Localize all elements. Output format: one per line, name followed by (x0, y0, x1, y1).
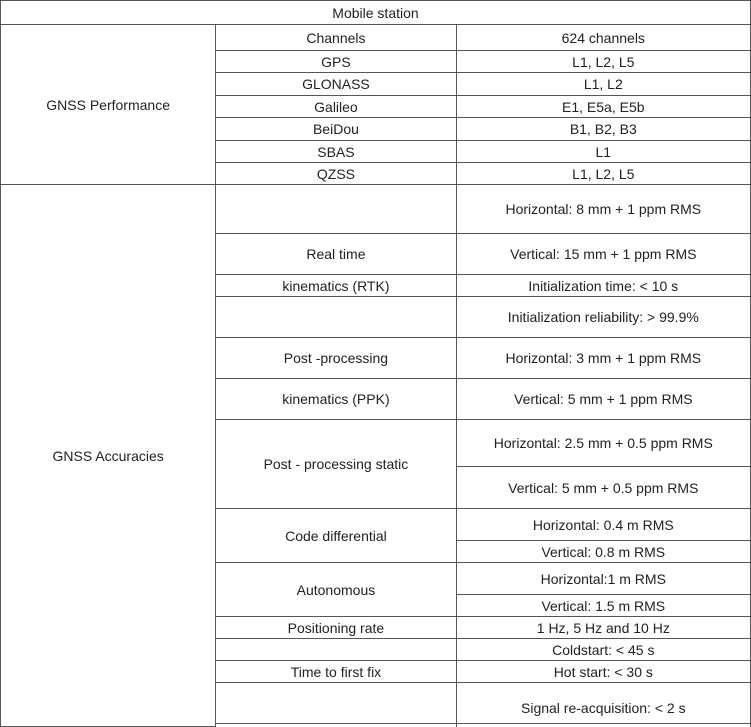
empty-cell (216, 683, 456, 724)
row-value: Vertical: 15 mm + 1 ppm RMS (456, 234, 750, 275)
row-value: Hot start: < 30 s (456, 661, 750, 683)
row-value: L1, L2, L5 (456, 163, 750, 185)
empty-cell (216, 297, 456, 338)
row-value: Horizontal: 2.5 mm + 0.5 ppm RMS (456, 420, 750, 467)
row-label: kinematics (RTK) (216, 275, 456, 297)
row-value: Horizontal: 0.4 m RMS (456, 509, 750, 541)
row-label: BeiDou (216, 118, 456, 141)
row-value: Signal re-acquisition: < 2 s (456, 683, 750, 724)
row-value: B1, B2, B3 (456, 118, 750, 141)
row-value: E1, E5a, E5b (456, 96, 750, 118)
row-value: Horizontal: 3 mm + 1 ppm RMS (456, 338, 750, 379)
table-row (1, 185, 751, 234)
row-value: L1, L2 (456, 73, 750, 96)
row-label: Real time (216, 234, 456, 275)
empty-cell (216, 185, 456, 234)
section-label-accuracies: GNSS Accuracies (1, 185, 216, 727)
row-value: Vertical: 1.5 m RMS (456, 595, 750, 617)
row-value: Horizontal: 8 mm + 1 ppm RMS (456, 185, 750, 234)
row-label: Channels (216, 25, 456, 51)
row-value: Horizontal:1 m RMS (456, 563, 750, 595)
row-value: Initialization reliability: > 99.9% (456, 297, 750, 338)
row-value: 1 Hz, 5 Hz and 10 Hz (456, 617, 750, 639)
row-label: GPS (216, 51, 456, 73)
row-label: QZSS (216, 163, 456, 185)
row-value: Vertical: 0.8 m RMS (456, 541, 750, 563)
row-label: Post -processing (216, 338, 456, 379)
table-row (1, 25, 751, 51)
empty-cell (456, 724, 750, 727)
row-label: Galileo (216, 96, 456, 118)
row-value: Initialization time: < 10 s (456, 275, 750, 297)
empty-cell (216, 724, 456, 727)
row-label: Positioning rate (216, 617, 456, 639)
table-row (1, 1, 751, 25)
row-value: Vertical: 5 mm + 1 ppm RMS (456, 379, 750, 420)
row-label: Autonomous (216, 563, 456, 617)
row-value: 624 channels (456, 25, 750, 51)
row-label: Post - processing static (216, 420, 456, 509)
row-label: kinematics (PPK) (216, 379, 456, 420)
row-label: GLONASS (216, 73, 456, 96)
table-title: Mobile station (1, 1, 751, 25)
row-label: SBAS (216, 141, 456, 163)
section-label-performance: GNSS Performance (1, 25, 216, 185)
row-value: L1, L2, L5 (456, 51, 750, 73)
row-value: L1 (456, 141, 750, 163)
row-value: Coldstart: < 45 s (456, 639, 750, 661)
row-label: Time to first fix (216, 661, 456, 683)
empty-cell (216, 639, 456, 661)
row-value: Vertical: 5 mm + 0.5 ppm RMS (456, 467, 750, 509)
row-label: Code differential (216, 509, 456, 563)
